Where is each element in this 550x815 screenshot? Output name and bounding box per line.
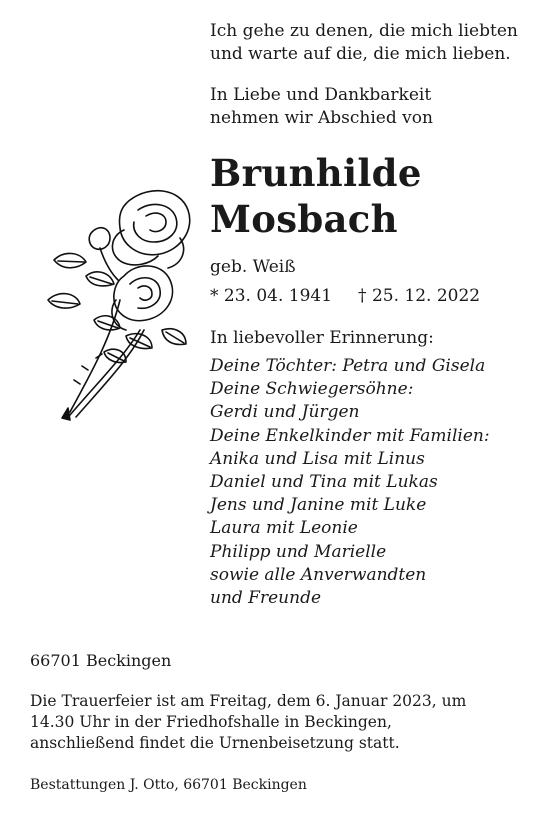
announcement-line: anschließend findet die Urnenbeisetzung statt.	[30, 734, 400, 752]
list-item: Daniel und Tina mit Lukas	[210, 472, 438, 493]
list-item: Laura mit Leonie	[210, 518, 358, 539]
last-name: Mosbach	[210, 197, 398, 241]
intro-line: nehmen wir Abschied von	[210, 108, 433, 128]
rose-drawing-icon	[30, 180, 200, 425]
life-dates	[210, 285, 480, 308]
list-item: Deine Töchter: Petra und Gisela	[210, 356, 486, 376]
list-item: Anika und Lisa mit Linus	[210, 448, 425, 469]
list-item: Gerdi und Jürgen	[210, 402, 360, 423]
funeral-announcement	[30, 691, 530, 754]
location: 66701 Beckingen	[30, 651, 172, 670]
death-date: † 25. 12. 2022	[358, 286, 481, 306]
list-item: Deine Enkelkinder mit Familien:	[210, 425, 490, 446]
opening-quote	[210, 20, 518, 66]
deceased-name	[210, 150, 422, 242]
announcement-line: 14.30 Uhr in der Friedhofshalle in Beckingen,	[30, 713, 392, 731]
list-item: Deine Schwiegersöhne:	[210, 379, 414, 400]
birth-name: geb. Weiß	[210, 257, 296, 277]
intro-line: In Liebe und Dankbarkeit	[210, 85, 432, 105]
announcement-line: Die Trauerfeier ist am Freitag, dem 6. Januar 2023, um	[30, 692, 467, 710]
birth-date: * 23. 04. 1941	[210, 286, 333, 306]
mourners-heading: In liebevoller Erinnerung:	[210, 328, 434, 348]
list-item: und Freunde	[210, 588, 322, 609]
list-item: Philipp und Marielle	[210, 541, 387, 562]
first-name: Brunhilde	[210, 151, 422, 195]
list-item: Jens und Janine mit Luke	[210, 495, 427, 516]
mourners-list	[210, 355, 490, 610]
farewell-intro	[210, 84, 433, 130]
list-item: sowie alle Anverwandten	[210, 564, 427, 585]
quote-line: Ich gehe zu denen, die mich liebten	[210, 21, 518, 41]
undertaker-credit: Bestattungen J. Otto, 66701 Beckingen	[30, 777, 307, 793]
quote-line: und warte auf die, die mich lieben.	[210, 44, 511, 64]
